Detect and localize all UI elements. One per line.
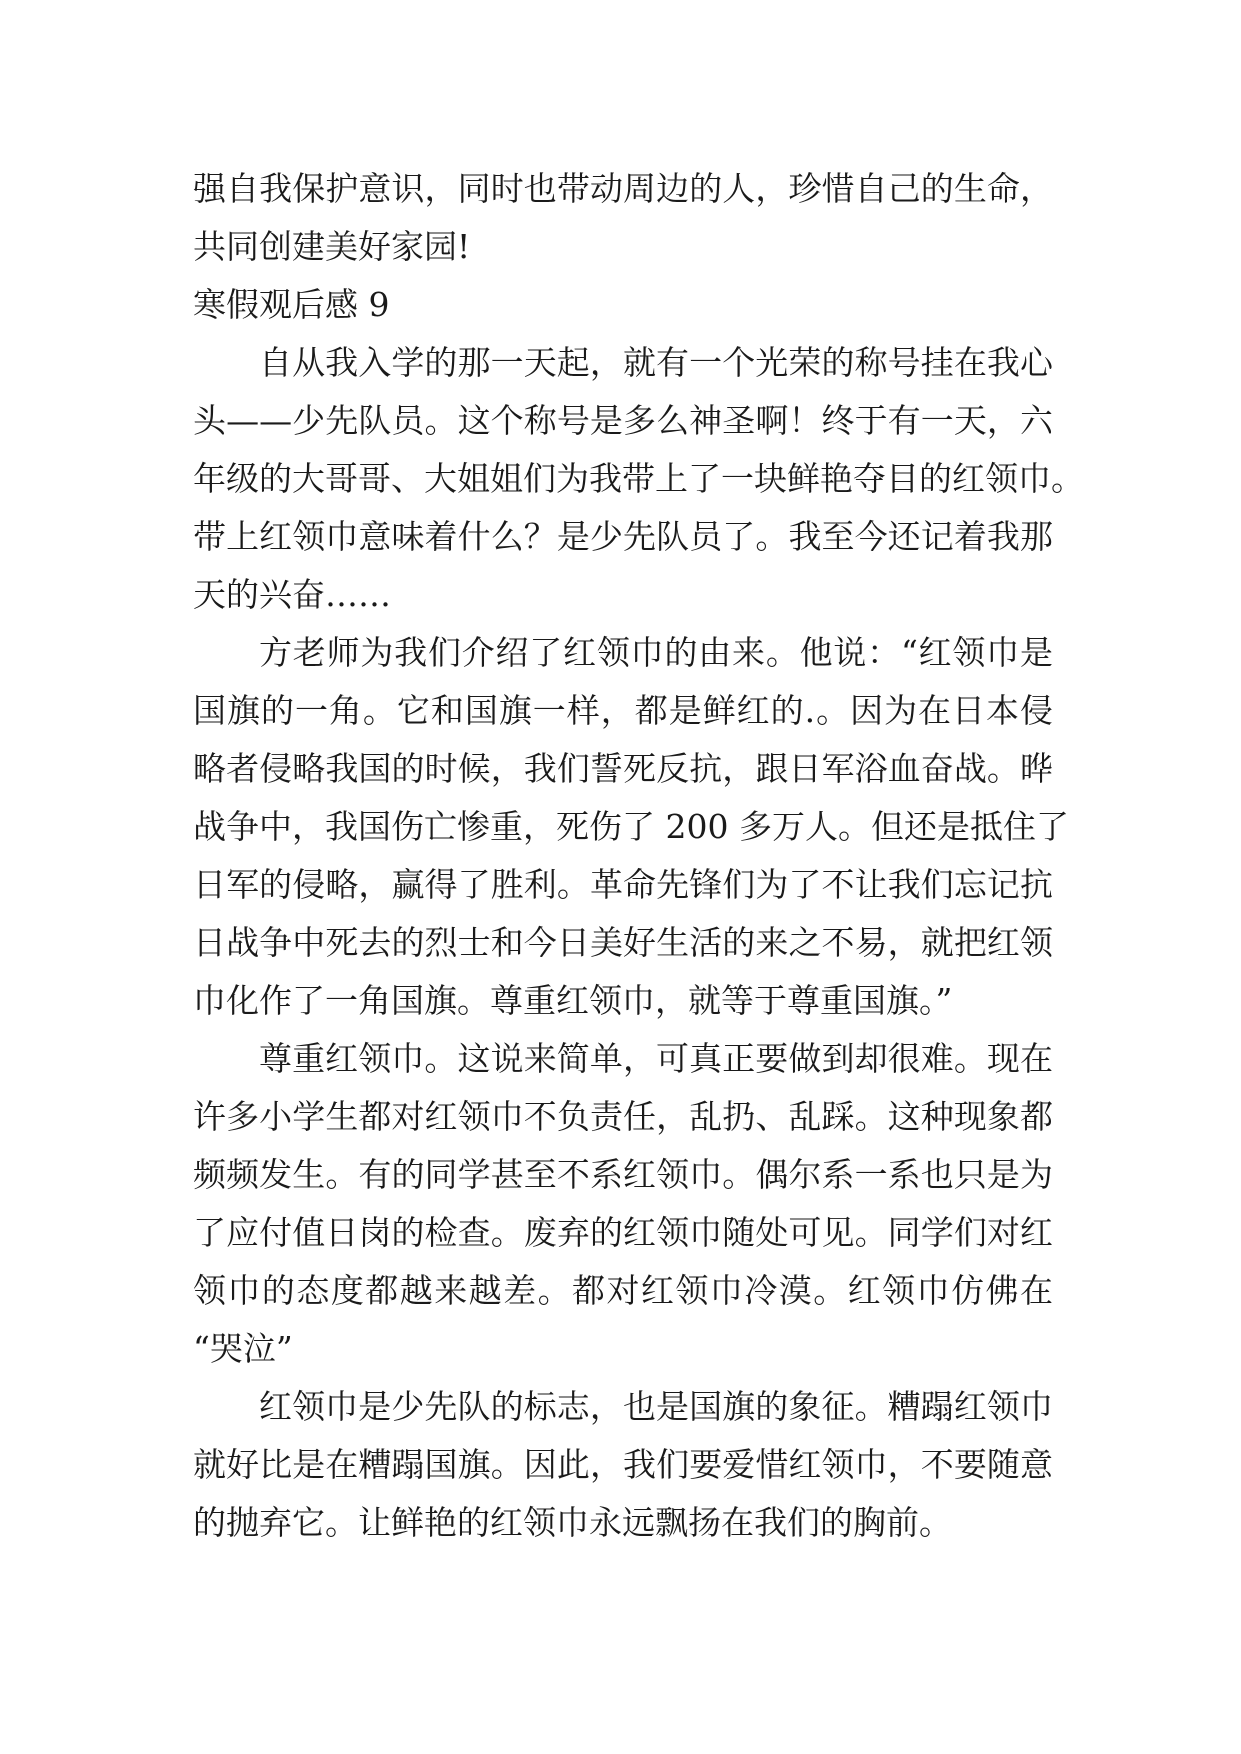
text-line: 领巾的态度都越来越差。都对红领巾冷漠。红领巾仿佛在 bbox=[193, 1271, 1053, 1310]
text-line: 方老师为我们介绍了红领巾的由来。他说：“红领巾是 bbox=[259, 633, 1053, 672]
text-line: 共同创建美好家园! bbox=[193, 227, 471, 266]
paragraph bbox=[193, 334, 1084, 624]
text-line: 了应付值日岗的检查。废弃的红领巾随处可见。同学们对红 bbox=[193, 1213, 1053, 1252]
text-line: 日军的侵略，赢得了胜利。革命先锋们为了不让我们忘记抗 bbox=[193, 865, 1053, 904]
text-line: 头——少先队员。这个称号是多么神圣啊！终于有一天，六 bbox=[193, 401, 1053, 440]
text-line: 的抛弃它。让鲜艳的红领巾永远飘扬在我们的胸前。 bbox=[193, 1503, 952, 1542]
paragraph bbox=[193, 1030, 1053, 1378]
text-line: 自从我入学的那一天起，就有一个光荣的称号挂在我心 bbox=[259, 343, 1053, 382]
text-line: 红领巾是少先队的标志，也是国旗的象征。糟蹋红领巾 bbox=[259, 1387, 1053, 1426]
paragraph bbox=[193, 1378, 1053, 1552]
text-line: 尊重红领巾。这说来简单，可真正要做到却很难。现在 bbox=[259, 1039, 1053, 1078]
text-line: 国旗的一角。它和国旗一样，都是鲜红的.。因为在日本侵 bbox=[193, 691, 1053, 730]
text-line: 略者侵略我国的时候，我们誓死反抗，跟日军浴血奋战。晔 bbox=[193, 749, 1053, 788]
text-line: 巾化作了一角国旗。尊重红领巾，就等于尊重国旗。” bbox=[193, 981, 953, 1020]
text-line: 许多小学生都对红领巾不负责任，乱扔、乱踩。这种现象都 bbox=[193, 1097, 1053, 1136]
text-line: 年级的大哥哥、大姐姐们为我带上了一块鲜艳夺目的红领巾。 bbox=[193, 459, 1084, 498]
text-line: 战争中，我国伤亡惨重，死伤了 200 多万人。但还是抵住了 bbox=[193, 807, 1069, 846]
text-line: 强自我保护意识，同时也带动周边的人，珍惜自己的生命， bbox=[193, 169, 1053, 208]
text-line: 带上红领巾意味着什么？是少先队员了。我至今还记着我那 bbox=[193, 517, 1053, 556]
document-body bbox=[193, 160, 1084, 1552]
text-line: 就好比是在糟蹋国旗。因此，我们要爱惜红领巾，不要随意 bbox=[193, 1445, 1053, 1484]
section-heading: 寒假观后感 9 bbox=[193, 285, 390, 324]
text-line: 日战争中死去的烈士和今日美好生活的来之不易，就把红领 bbox=[193, 923, 1053, 962]
text-line: 天的兴奋…… bbox=[193, 575, 391, 614]
paragraph bbox=[193, 624, 1069, 1030]
text-line: 频频发生。有的同学甚至不系红领巾。偶尔系一系也只是为 bbox=[193, 1155, 1053, 1194]
text-line: “哭泣” bbox=[193, 1329, 293, 1368]
